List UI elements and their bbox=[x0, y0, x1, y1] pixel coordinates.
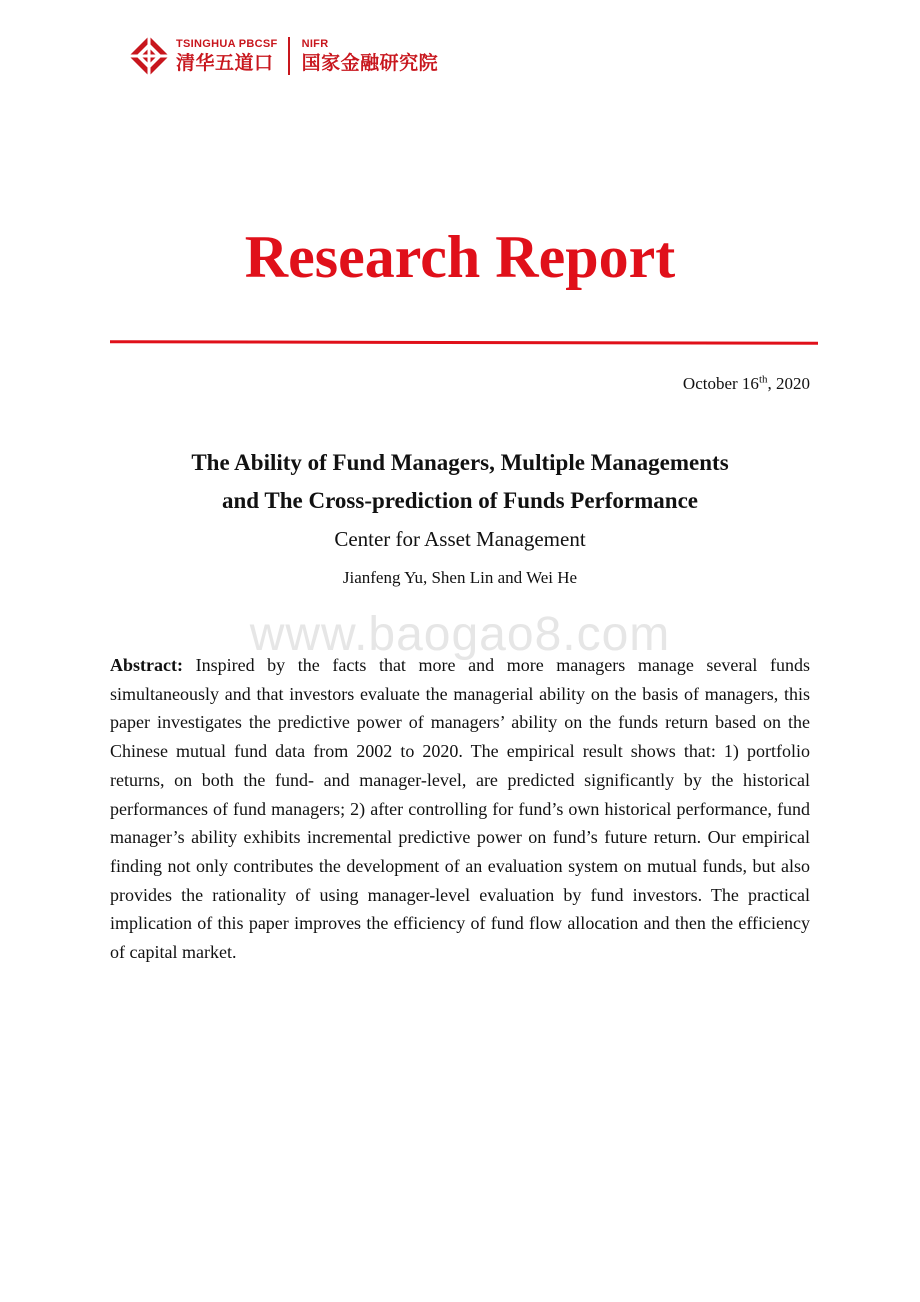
date-ordinal: th bbox=[758, 373, 768, 386]
org-name-cn: 清华五道口 bbox=[176, 51, 274, 74]
research-center: Center for Asset Management bbox=[334, 527, 586, 551]
date-day: October 16 bbox=[682, 374, 759, 393]
abstract-text: Inspired by the facts that more and more managers manage several funds simultaneously and that investors evaluate the managerial ability on the basis of managers, this paper investigates the predictive power of managers’ ability on the funds return based on the Chinese mutual fund data from 2002 to 2020. The empirical result shows that: 1) portfolio returns, on both the fund- and manager-level, are predicted significantly by the historical performances of fund managers; 2) after controlling for fund’s own historical performance, fund manager’s ability exhibits incremental predictive power on fund’s future return. Our empirical finding not only contributes the development of an evaluation system on mutual funds, but also provides the rationality of using manager-level evaluation by fund investors. The practical implication of this paper improves the efficiency of fund flow allocation and then the efficiency of capital market. bbox=[110, 655, 810, 963]
org-name-en: TSINGHUA PBCSF bbox=[176, 37, 278, 50]
paper-title bbox=[0, 444, 920, 520]
abstract bbox=[110, 651, 810, 967]
authors: Jianfeng Yu, Shen Lin and Wei He bbox=[342, 568, 578, 587]
report-date bbox=[683, 373, 810, 395]
institute-name bbox=[302, 38, 439, 75]
header-logo bbox=[128, 34, 438, 78]
paper-title-line-2: and The Cross-prediction of Funds Performance bbox=[222, 488, 698, 513]
logo-divider bbox=[288, 37, 290, 75]
paper-title-line-1: The Ability of Fund Managers, Multiple Managements bbox=[191, 450, 729, 475]
institute-name-cn: 国家金融研究院 bbox=[301, 51, 439, 74]
abstract-label: Abstract: bbox=[110, 655, 183, 675]
org-name bbox=[176, 38, 278, 75]
watermark: www.baogao8.com bbox=[249, 608, 671, 661]
title-divider bbox=[110, 340, 818, 344]
date-year: , 2020 bbox=[767, 374, 810, 393]
pbcsf-emblem-icon bbox=[128, 35, 170, 77]
report-title: Research Report bbox=[244, 224, 676, 290]
institute-name-en: NIFR bbox=[301, 37, 329, 50]
